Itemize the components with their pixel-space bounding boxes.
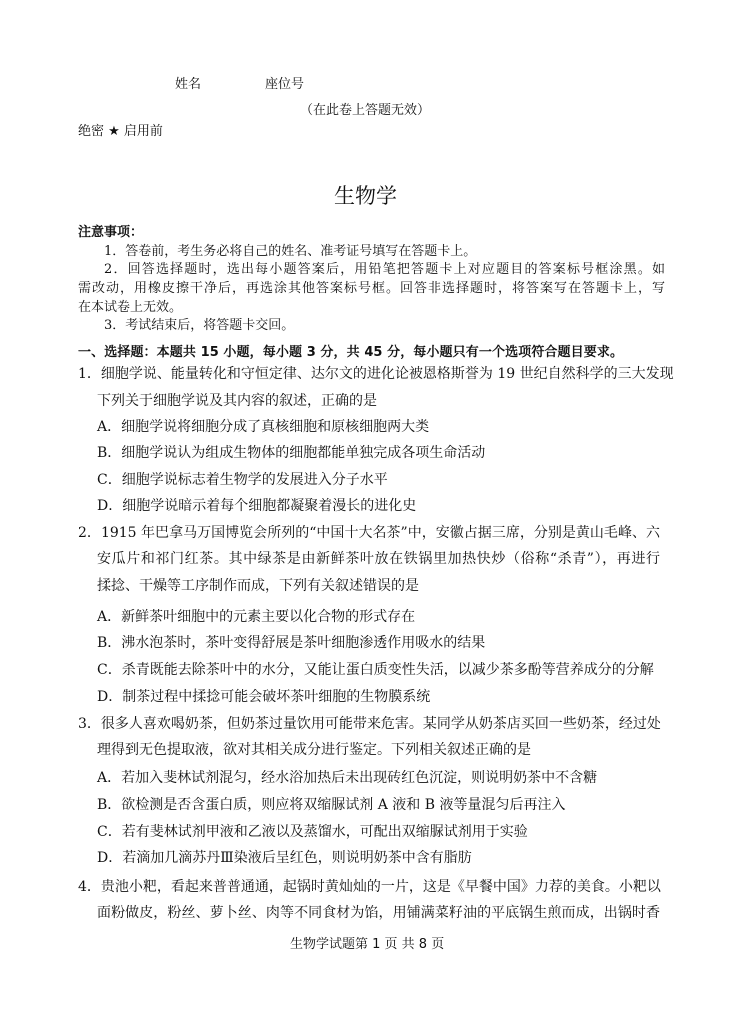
option-b: B．沸水泡茶时，茶叶变得舒展是茶叶细胞渗透作用吸水的结果 — [97, 635, 486, 651]
section-heading: 一、选择题：本题共 15 小题，每小题 3 分，共 45 分，每小题只有一个选项符合题目要求。 — [78, 345, 623, 360]
instruction-2-end: 在本试卷上无效。 — [78, 300, 183, 315]
name-label: 姓名 — [175, 77, 202, 92]
page-title: 生物学 — [334, 184, 397, 208]
page-footer: 生物学试题第 1 页 共 8 页 — [290, 937, 445, 952]
question-stem: 3．很多人喜欢喝奶茶，但奶茶过量饮用可能带来危害。某同学从奶茶店买回一些奶茶，经过处 — [78, 716, 661, 732]
option-a: A．细胞学说将细胞分成了真核细胞和原核细胞两大类 — [97, 419, 430, 435]
option-a: A．新鲜茶叶细胞中的元素主要以化合物的形式存在 — [97, 609, 416, 625]
instructions-heading: 注意事项： — [78, 225, 144, 240]
option-c: C．细胞学说标志着生物学的发展进入分子水平 — [97, 472, 388, 488]
instruction-3: 3．考试结束后，将答题卡交回。 — [104, 318, 295, 333]
instruction-2-cont: 需改动，用橡皮擦干净后，再选涂其他答案标号框。回答非选择题时，将答案写在答题卡上，写 — [78, 281, 665, 296]
option-d: D．制茶过程中揉捻可能会破坏茶叶细胞的生物膜系统 — [97, 689, 431, 705]
secret-label: 绝密 ★ 启用前 — [78, 124, 163, 139]
option-c: C．若有斐林试剂甲液和乙液以及蒸馏水，可配出双缩脲试剂用于实验 — [97, 824, 528, 840]
question-stem: 4．贵池小粑，看起来普普通通，起锅时黄灿灿的一片，这是《早餐中国》力荐的美食。小粑以 — [78, 879, 661, 895]
question-stem: 面粉做皮，粉丝、萝卜丝、肉等不同食材为馅，用铺满菜籽油的平底锅生煎而成，出锅时香 — [97, 905, 660, 921]
option-a: A．若加入斐林试剂混匀，经水浴加热后未出现砖红色沉淀，则说明奶茶中不含糖 — [97, 770, 598, 786]
question-stem: 1．细胞学说、能量转化和守恒定律、达尔文的进化论被恩格斯誉为 19 世纪自然科学的三大发现 — [78, 366, 674, 382]
option-c: C．杀青既能去除茶叶中的水分，又能让蛋白质变性失活，以减少茶多酚等营养成分的分解 — [97, 662, 654, 678]
invalid-notice: （在此卷上答题无效） — [300, 103, 431, 118]
option-b: B．欲检测是否含蛋白质，则应将双缩脲试剂 A 液和 B 液等量混匀后再注入 — [97, 797, 566, 813]
question-stem: 揉捻、干燥等工序制作而成，下列有关叙述错误的是 — [97, 578, 419, 594]
question-stem: 2．1915 年巴拿马万国博览会所列的“中国十大名茶”中，安徽占据三席，分别是黄山毛峰、六 — [78, 525, 660, 541]
option-d: D．若滴加几滴苏丹Ⅲ染液后呈红色，则说明奶茶中含有脂肪 — [97, 850, 472, 866]
question-stem: 下列关于细胞学说及其内容的叙述，正确的是 — [97, 393, 377, 409]
instruction-1: 1．答卷前，考生务必将自己的姓名、准考证号填写在答题卡上。 — [104, 244, 477, 259]
option-d: D．细胞学说暗示着每个细胞都凝聚着漫长的进化史 — [97, 498, 417, 514]
instruction-2: 2．回答选择题时，选出每小题答案后，用铅笔把答题卡上对应题目的答案标号框涂黑。如 — [104, 262, 665, 277]
option-b: B．细胞学说认为组成生物体的细胞都能单独完成各项生命活动 — [97, 445, 486, 461]
seat-label: 座位号 — [265, 77, 305, 92]
question-stem: 理得到无色提取液，欲对其相关成分进行鉴定。下列相关叙述正确的是 — [97, 742, 531, 758]
question-stem: 安瓜片和祁门红茶。其中绿茶是由新鲜茶叶放在铁锅里加热快炒（俗称“杀青”），再进行 — [97, 551, 660, 567]
